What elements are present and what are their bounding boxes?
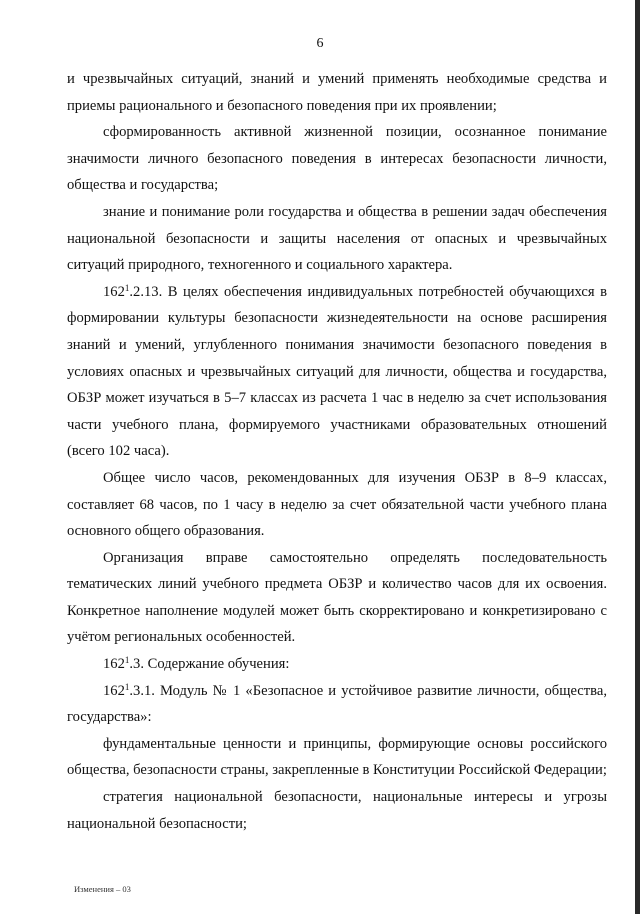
paragraph: и чрезвычайных ситуаций, знаний и умений применять необходимые средства и приемы рационального и безопасного поведения при их проявлении; bbox=[67, 71, 607, 114]
paragraph: $162^1.3.1$. Модуль № 1 «Безопасное и устойчивое развитие личности, общества, государства»: bbox=[67, 681, 607, 726]
paragraph: Общее число часов, рекомендованных для изучения ОБЗР в 8–9 классах, составляет 68 часов, по 1 часу в неделю за счет обязательной части учебного плана основного общего образования. bbox=[67, 469, 607, 540]
section-number: $162^1.3$. bbox=[103, 655, 144, 673]
paragraph: Организация вправе самостоятельно определять последовательность тематических линий учебного предмета ОБЗР и количество часов для их освоения. Конкретное наполнение модулей может быть скорректировано и конкретизировано с учётом региональных особенностей. bbox=[67, 549, 607, 646]
section-number: $162^1.3.1$. bbox=[103, 681, 155, 699]
paragraph: сформированность активной жизненной позиции, осознанное понимание значимости личного безопасного поведения в интересах безопасности личности, общества и государства; bbox=[67, 124, 607, 194]
page-number: 6 bbox=[316, 36, 324, 51]
paragraph: $162^1.3$. Содержание обучения: bbox=[103, 655, 290, 673]
paragraph: стратегия национальной безопасности, национальные интересы и угрозы национальной безопасности; bbox=[67, 789, 607, 832]
footer-note: Изменения – 03 bbox=[74, 884, 131, 894]
paragraph: фундаментальные ценности и принципы, формирующие основы российского общества, безопасности страны, закрепленные в Конституции Российской Федерации; bbox=[67, 735, 607, 779]
section-number: $162^1.2.13$. bbox=[103, 282, 163, 300]
paragraph: знание и понимание роли государства и общества в решении задач обеспечения национальной безопасности и защиты населения от опасных и чрезвычайных ситуаций природного, техногенного и социального характера. bbox=[67, 203, 607, 274]
scan-edge bbox=[635, 0, 640, 914]
document-body bbox=[67, 66, 607, 837]
paragraph: $162^1.2.13$. В целях обеспечения индивидуальных потребностей обучающихся в формировании культуры безопасности жизнедеятельности на основе расширения знаний и умений, углубленного понимания значимости безопасного поведения в условиях опасных и чрезвычайных ситуаций для личности, общества и государства, ОБЗР может изучаться в 5–7 классах из расчета 1 час в неделю за счет использования части учебного плана, формируемого участниками образовательных отношений (всего 102 часа). bbox=[67, 282, 607, 460]
